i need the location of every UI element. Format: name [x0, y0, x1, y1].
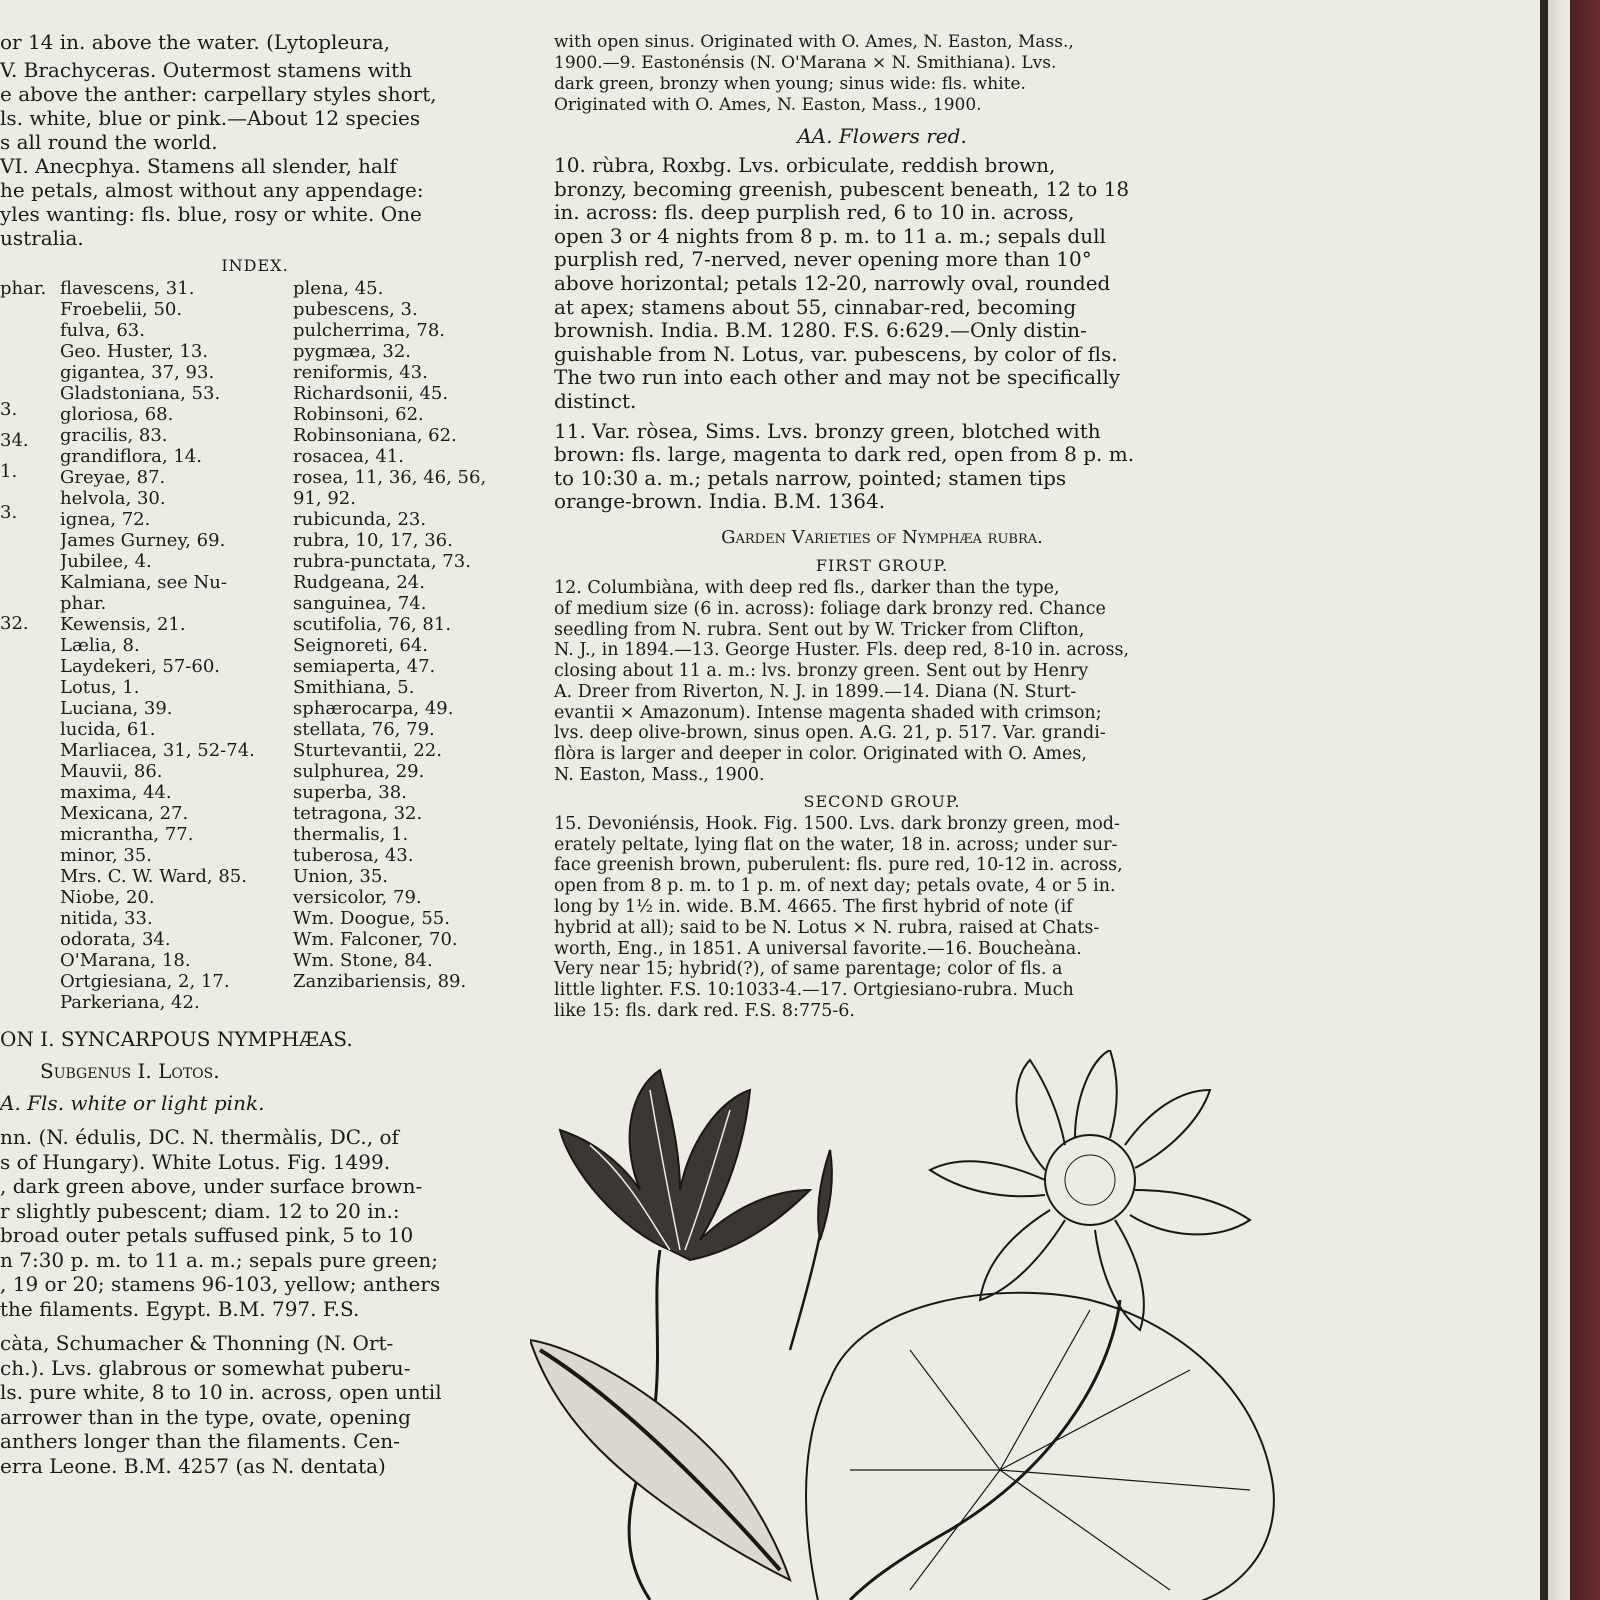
text-line: long by 1½ in. wide. B.M. 4665. The first hybrid of note (if [554, 897, 1073, 918]
text-line: Greyae, 87. [60, 467, 166, 488]
text-line [0, 379, 60, 389]
text-line: worth, Eng., in 1851. A universal favorite.—16. Boucheàna. [554, 938, 1082, 959]
text-line: O'Marana, 18. [60, 950, 191, 971]
text-line: fulva, 63. [60, 320, 145, 341]
text-line: Smithiana, 5. [293, 677, 415, 698]
text-line: flavescens, 31. [60, 278, 195, 299]
text-line: thermalis, 1. [293, 824, 409, 845]
text-line: Zanzibariensis, 89. [293, 971, 467, 992]
text-line: lvs. deep olive-brown, sinus open. A.G. 21, p. 517. Var. grandi- [554, 723, 1106, 744]
garden-varieties-heading: Garden Varieties of Nymphæa rubra. [721, 526, 1043, 548]
text-line: s all round the world. [0, 130, 218, 154]
text-line: Geo. Huster, 13. [60, 341, 209, 362]
text-line: reniformis, 43. [293, 362, 428, 383]
book-cover-edge [1570, 0, 1600, 1600]
key-heading-aa: AA. Flowers red. [797, 124, 967, 148]
text-line [0, 603, 60, 613]
left-bottom-text [0, 1125, 510, 1478]
key-heading: A. Fls. white or light pink. [0, 1091, 265, 1115]
text-line: nitida, 33. [60, 908, 153, 929]
text-line [0, 654, 60, 664]
text-line: pubescens, 3. [293, 299, 418, 320]
text-line: yles wanting: fls. blue, rosy or white. One [0, 202, 422, 226]
text-line [0, 349, 60, 359]
text-line: brownish. India. B.M. 1280. F.S. 6:629.—Only distin- [554, 319, 1087, 343]
text-line: tetragona, 32. [293, 803, 423, 824]
text-line: versicolor, 79. [293, 887, 422, 908]
text-line: ls. white, blue or pink.—About 12 species [0, 106, 421, 130]
rosea-entry [554, 420, 1210, 514]
text-line: , dark green above, under surface brown- [0, 1174, 423, 1198]
text-line: gloriosa, 68. [60, 404, 174, 425]
water-lily-illustration-icon [530, 1050, 1290, 1600]
text-line: the filaments. Egypt. B.M. 797. F.S. [0, 1296, 360, 1321]
index-column-1 [60, 278, 292, 1013]
text-line: sphærocarpa, 49. [293, 698, 454, 719]
text-line: Ortgiesiana, 2, 17. [60, 971, 230, 992]
text-line: Kalmiana, see Nu- [60, 572, 227, 593]
text-line: N. Easton, Mass., 1900. [554, 765, 765, 786]
text-line: flòra is larger and deeper in color. Originated with O. Ames, [554, 744, 1087, 765]
text-line [0, 339, 60, 349]
text-line: maxima, 44. [60, 782, 172, 803]
text-line: Rudgeana, 24. [293, 572, 425, 593]
text-line: open from 8 p. m. to 1 p. m. of next day; petals ovate, 4 or 5 in. [554, 876, 1116, 897]
text-line [0, 573, 60, 583]
text-line: sulphurea, 29. [293, 761, 425, 782]
text-line: micrantha, 77. [60, 824, 194, 845]
text-line: helvola, 30. [60, 488, 166, 509]
text-line: or 14 in. above the water. (Lytopleura, [0, 30, 390, 54]
text-line: he petals, almost without any appendage: [0, 178, 424, 202]
text-line: at apex; stamens about 55, cinnabar-red, becoming [554, 295, 1077, 319]
text-line: 34. [0, 430, 29, 451]
text-line: r slightly pubescent; diam. 12 to 20 in.: [0, 1198, 400, 1223]
text-line: ls. pure white, 8 to 10 in. across, open until [0, 1380, 442, 1404]
text-line: phar. [0, 278, 47, 299]
text-line: pulcherrima, 78. [293, 320, 446, 341]
text-line: hybrid at all); said to be N. Lotus × N. rubra, raised at Chats- [554, 917, 1100, 938]
text-line: 10. rùbra, Roxbg. Lvs. orbiculate, reddish brown, [554, 154, 1056, 177]
text-line: in. across: fls. deep purplish red, 6 to 10 in. across, [554, 201, 1075, 225]
text-line: Mrs. C. W. Ward, 85. [60, 866, 247, 887]
text-line [0, 523, 60, 533]
text-line: semiaperta, 47. [293, 656, 436, 677]
text-line: erra Leone. B.M. 4257 (as N. dentata) [0, 1453, 386, 1478]
right-column [554, 32, 1210, 1022]
index-column-2 [293, 278, 513, 992]
text-line: Kewensis, 21. [60, 614, 186, 635]
text-line [0, 299, 60, 309]
text-line: Marliacea, 31, 52-74. [60, 740, 255, 761]
text-line: tuberosa, 43. [293, 845, 414, 866]
text-line [0, 684, 60, 694]
second-group-heading: SECOND GROUP. [803, 791, 961, 811]
text-line: n 7:30 p. m. to 11 a. m.; sepals pure green; [0, 1247, 438, 1272]
text-line: 91, 92. [293, 488, 356, 509]
text-line: Richardsonii, 45. [293, 383, 449, 404]
text-line: VI. Anecphya. Stamens all slender, half [0, 154, 397, 178]
text-line: N. J., in 1894.—13. George Huster. Fls. deep red, 8-10 in. across, [554, 640, 1130, 661]
text-line [0, 451, 60, 461]
text-line: anthers longer than the filaments. Cen- [0, 1429, 400, 1453]
text-line: open 3 or 4 nights from 8 p. m. to 11 a. m.; sepals dull [554, 224, 1106, 248]
text-line: càta, Schumacher & Thonning (N. Ort- [0, 1331, 394, 1355]
text-line: stellata, 76, 79. [293, 719, 435, 740]
text-line: evantii × Amazonum). Intense magenta shaded with crimson; [554, 702, 1102, 723]
text-line: Niobe, 20. [60, 887, 155, 908]
text-line: Laydekeri, 57-60. [60, 656, 221, 677]
text-line: bronzy, becoming greenish, pubescent beneath, 12 to 18 [554, 177, 1130, 201]
text-line [0, 644, 60, 654]
text-line: face greenish brown, puberulent: fls. pure red, 10-12 in. across, [554, 855, 1123, 876]
text-line: purplish red, 7-nerved, never opening more than 10° [554, 248, 1092, 272]
text-line: Lotus, 1. [60, 677, 140, 698]
text-line: plena, 45. [293, 278, 384, 299]
text-line: Mexicana, 27. [60, 803, 189, 824]
text-line: distinct. [554, 389, 637, 413]
text-line: Gladstoniana, 53. [60, 383, 221, 404]
text-line: phar. [60, 593, 107, 614]
text-line: Froebelii, 50. [60, 299, 183, 320]
text-line: Mauvii, 86. [60, 761, 163, 782]
text-line [0, 533, 60, 543]
text-line [0, 583, 60, 593]
section-heading: ON I. SYNCARPOUS NYMPHÆAS. [0, 1027, 353, 1051]
text-line: rubra-punctata, 73. [293, 551, 471, 572]
text-line: superba, 38. [293, 782, 407, 803]
text-line: 12. Columbiàna, with deep red fls., darker than the type, [554, 577, 1060, 598]
text-line: Sturtevantii, 22. [293, 740, 442, 761]
text-line: Seignoreti, 64. [293, 635, 429, 656]
text-line: Jubilee, 4. [60, 551, 152, 572]
text-line: rubra, 10, 17, 36. [293, 530, 453, 551]
text-line: Luciana, 39. [60, 698, 173, 719]
second-group-text [554, 814, 1210, 1022]
text-line: Robinsoniana, 62. [293, 425, 457, 446]
text-line: gigantea, 37, 93. [60, 362, 215, 383]
text-line: grandiflora, 14. [60, 446, 202, 467]
rubra-entry [554, 154, 1210, 414]
text-line: rubicunda, 23. [293, 509, 427, 530]
text-line [0, 319, 60, 329]
left-column [0, 30, 510, 1478]
text-line: ustralia. [0, 226, 84, 250]
text-line: Lælia, 8. [60, 635, 140, 656]
text-line: 3. [0, 399, 18, 420]
text-line: Very near 15; hybrid(?), of same parentage; color of fls. a [554, 959, 1063, 980]
text-line: dark green, bronzy when young; sinus wide: fls. white. [554, 74, 1026, 94]
text-line: Wm. Falconer, 70. [293, 929, 458, 950]
text-line: 3. [0, 502, 18, 523]
text-line: with open sinus. Originated with O. Ames, N. Easton, Mass., [554, 32, 1074, 52]
text-line [0, 543, 60, 553]
text-line: little lighter. F.S. 10:1033-4.—17. Ortgiesiano-rubra. Much [554, 980, 1074, 1001]
index-heading: INDEX. [221, 256, 289, 275]
text-line: , 19 or 20; stamens 96-103, yellow; anthers [0, 1272, 441, 1296]
text-line: closing about 11 a. m.: lvs. bronzy green. Sent out by Henry [554, 661, 1089, 682]
text-line: nn. (N. édulis, DC. N. thermàlis, DC., of [0, 1125, 399, 1149]
text-line: James Gurney, 69. [60, 530, 226, 551]
text-line: brown: fls. large, magenta to dark red, open from 8 p. m. [554, 443, 1135, 467]
text-line: of medium size (6 in. across): foliage dark bronzy red. Chance [554, 598, 1106, 619]
text-line: to 10:30 a. m.; petals narrow, pointed; stamen tips [554, 466, 1067, 490]
text-line: V. Brachyceras. Outermost stamens with [0, 58, 413, 82]
text-line: A. Dreer from Riverton, N. J. in 1899.—14. Diana (N. Sturt- [554, 681, 1077, 702]
text-line: ch.). Lvs. glabrous or somewhat puberu- [0, 1355, 411, 1380]
first-group-text [554, 578, 1210, 786]
text-line: lucida, 61. [60, 719, 156, 740]
text-line: rosacea, 41. [293, 446, 404, 467]
text-line: ignea, 72. [60, 509, 151, 530]
text-line: 32. [0, 613, 29, 634]
index-table [0, 278, 510, 1023]
text-line: gracilis, 83. [60, 425, 168, 446]
text-line [0, 329, 60, 339]
text-line: Wm. Doogue, 55. [293, 908, 450, 929]
text-line [0, 420, 60, 430]
text-line [0, 634, 60, 644]
subgenus-heading: Subgenus I. Lotos. [40, 1059, 220, 1083]
text-line: Union, 35. [293, 866, 389, 887]
text-line [0, 369, 60, 379]
text-line: like 15: fls. dark red. F.S. 8:775-6. [554, 1001, 855, 1022]
text-line: 1900.—9. Eastonénsis (N. O'Marana × N. Smithiana). Lvs. [554, 53, 1057, 73]
text-line: broad outer petals suffused pink, 5 to 10 [0, 1223, 414, 1247]
text-line [0, 309, 60, 319]
text-line: pygmæa, 32. [293, 341, 412, 362]
index-margin-column [0, 278, 60, 694]
text-line: The two run into each other and may not be specifically [554, 366, 1121, 390]
text-line: sanguinea, 74. [293, 593, 427, 614]
text-line: guishable from N. Lotus, var. pubescens, by color of fls. [554, 342, 1118, 366]
text-line [0, 1321, 510, 1331]
text-line: 1. [0, 461, 18, 482]
text-line: minor, 35. [60, 845, 152, 866]
text-line: Robinsoni, 62. [293, 404, 424, 425]
book-edge [1540, 0, 1548, 1600]
text-line [0, 359, 60, 369]
text-line [0, 492, 60, 502]
right-top-text [554, 32, 1210, 116]
text-line: Wm. Stone, 84. [293, 950, 433, 971]
first-group-heading: FIRST GROUP. [815, 555, 949, 575]
text-line: s of Hungary). White Lotus. Fig. 1499. [0, 1149, 391, 1174]
text-line: rosea, 11, 36, 46, 56, [293, 467, 487, 488]
text-line [0, 553, 60, 563]
text-line: Parkeriana, 42. [60, 992, 200, 1013]
text-line: erately peltate, lying flat on the water, 18 in. across; under sur- [554, 834, 1118, 855]
text-line: seedling from N. rubra. Sent out by W. Tricker from Clifton, [554, 619, 1085, 640]
text-line [0, 389, 60, 399]
text-line: e above the anther: carpellary styles short, [0, 82, 437, 106]
text-line: scutifolia, 76, 81. [293, 614, 452, 635]
text-line: 11. Var. ròsea, Sims. Lvs. bronzy green, blotched with [554, 419, 1101, 443]
text-line: odorata, 34. [60, 929, 171, 950]
text-line [0, 593, 60, 603]
text-line [0, 482, 60, 492]
text-line [0, 674, 60, 684]
text-line: orange-brown. India. B.M. 1364. [554, 490, 886, 514]
text-line [0, 664, 60, 674]
text-line [0, 563, 60, 573]
text-line: arrower than in the type, ovate, opening [0, 1404, 411, 1429]
text-line: Originated with O. Ames, N. Easton, Mass., 1900. [554, 95, 982, 115]
text-line: 15. Devoniénsis, Hook. Fig. 1500. Lvs. dark bronzy green, mod- [554, 813, 1120, 834]
text-line: above horizontal; petals 12-20, narrowly oval, rounded [554, 271, 1111, 295]
